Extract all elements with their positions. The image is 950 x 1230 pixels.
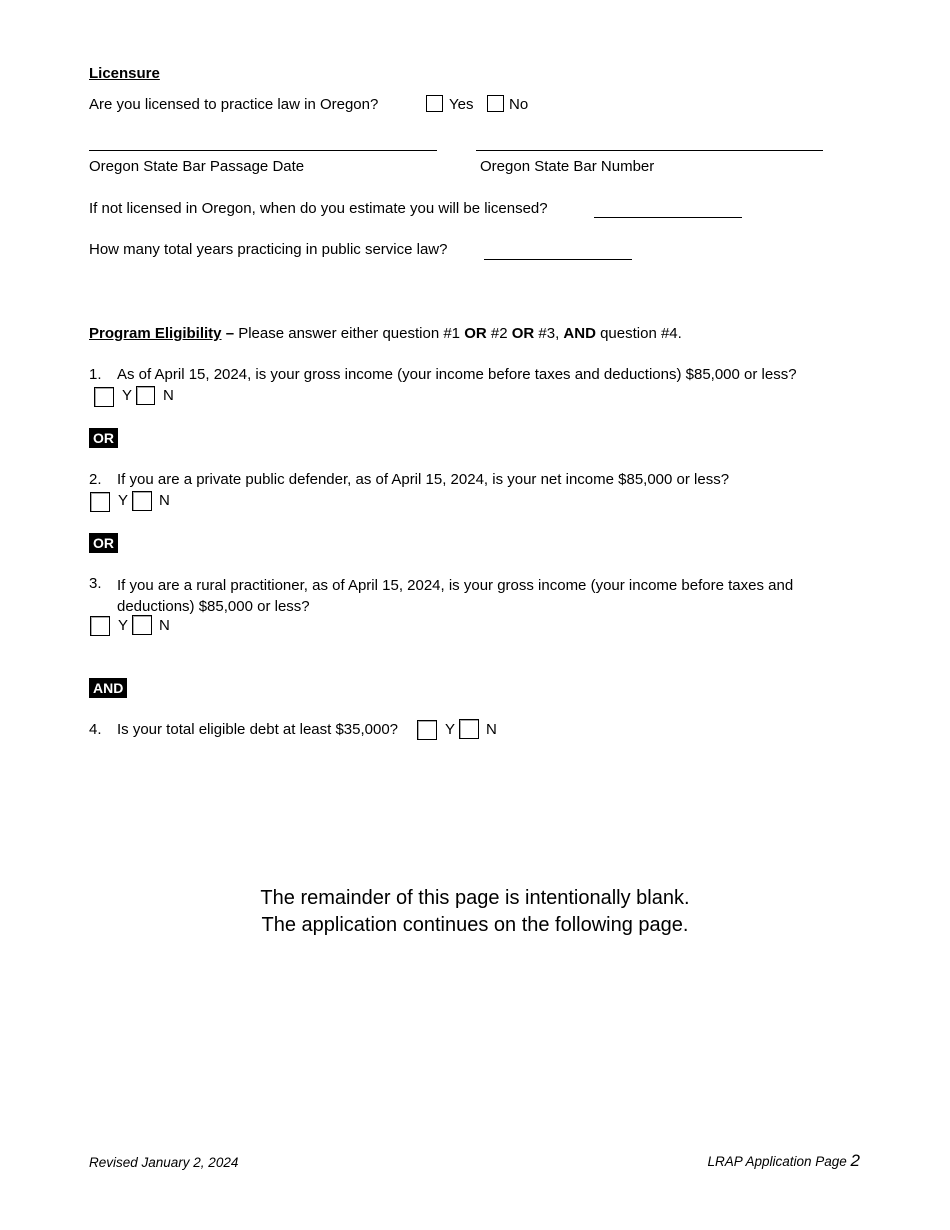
- passage-date-label: Oregon State Bar Passage Date: [89, 158, 305, 175]
- q1-number: 1.: [89, 366, 102, 383]
- licensure-heading: Licensure: [89, 65, 160, 82]
- estimate-question: If not licensed in Oregon, when do you estimate you will be licensed?: [89, 200, 548, 217]
- passage-date-field[interactable]: [89, 150, 437, 151]
- q1-no-label: N: [163, 387, 174, 404]
- licensed-no-label: No: [509, 96, 529, 113]
- footer-page: [707, 1151, 860, 1171]
- eligibility-intro-4: question #4.: [595, 325, 682, 342]
- licensed-yes-label: Yes: [449, 96, 474, 113]
- q4-yes-checkbox[interactable]: [417, 720, 437, 740]
- eligibility-dash: –: [221, 325, 239, 342]
- years-field[interactable]: [484, 259, 632, 260]
- q2-yes-checkbox[interactable]: [90, 492, 110, 512]
- q3-yes-checkbox[interactable]: [90, 616, 110, 636]
- q4-text: Is your total eligible debt at least $35,000?: [117, 721, 399, 738]
- eligibility-intro-1: Please answer either question #1: [238, 325, 465, 342]
- estimate-field[interactable]: [594, 217, 742, 218]
- q1-no-checkbox[interactable]: [136, 386, 155, 405]
- q2-text: If you are a private public defender, as of April 15, 2024, is your net income $85,000 or less?: [117, 471, 730, 488]
- q3-text: If you are a rural practitioner, as of April 15, 2024, is your gross income (your income before taxes and deductions) $85,000 or less?: [117, 577, 794, 615]
- licensed-no-checkbox[interactable]: [487, 95, 504, 112]
- eligibility-intro-3: #3,: [534, 325, 564, 342]
- q2-number: 2.: [89, 471, 102, 488]
- and-badge: AND: [89, 678, 127, 698]
- q2-yes-label: Y: [118, 492, 129, 509]
- footer-revised: Revised January 2, 2024: [89, 1155, 239, 1170]
- q4-no-checkbox[interactable]: [459, 719, 479, 739]
- blank-page-note: The remainder of this page is intentionally blank.: [260, 887, 690, 909]
- q3-yes-label: Y: [118, 617, 129, 634]
- q4-number: 4.: [89, 721, 102, 738]
- eligibility-intro-2: #2: [486, 325, 512, 342]
- licensed-question: Are you licensed to practice law in Oregon?: [89, 96, 379, 113]
- eligibility-or-2: OR: [511, 325, 535, 342]
- eligibility-heading: Program Eligibility: [89, 325, 222, 342]
- continues-note: The application continues on the following page.: [261, 914, 689, 936]
- q3-no-label: N: [159, 617, 170, 634]
- q1-yes-checkbox[interactable]: [94, 387, 114, 407]
- q3-no-checkbox[interactable]: [132, 615, 152, 635]
- q2-no-label: N: [159, 492, 170, 509]
- footer-page-label: LRAP Application Page: [707, 1154, 851, 1169]
- q4-yes-label: Y: [445, 721, 456, 738]
- eligibility-intro: [89, 325, 682, 342]
- or-badge-2: OR: [89, 533, 118, 553]
- q4-no-label: N: [486, 721, 497, 738]
- q1-text: As of April 15, 2024, is your gross income (your income before taxes and deductions) $85,000 or less?: [117, 366, 797, 383]
- q2-no-checkbox[interactable]: [132, 491, 152, 511]
- footer-page-number: 2: [850, 1151, 860, 1170]
- bar-number-label: Oregon State Bar Number: [480, 158, 655, 175]
- eligibility-or-1: OR: [464, 325, 487, 342]
- bar-number-field[interactable]: [476, 150, 823, 151]
- years-question: How many total years practicing in public service law?: [89, 241, 448, 258]
- q3-number: 3.: [89, 575, 102, 592]
- q1-yes-label: Y: [122, 387, 133, 404]
- eligibility-and: AND: [563, 325, 596, 342]
- or-badge-1: OR: [89, 428, 118, 448]
- licensed-yes-checkbox[interactable]: [426, 95, 443, 112]
